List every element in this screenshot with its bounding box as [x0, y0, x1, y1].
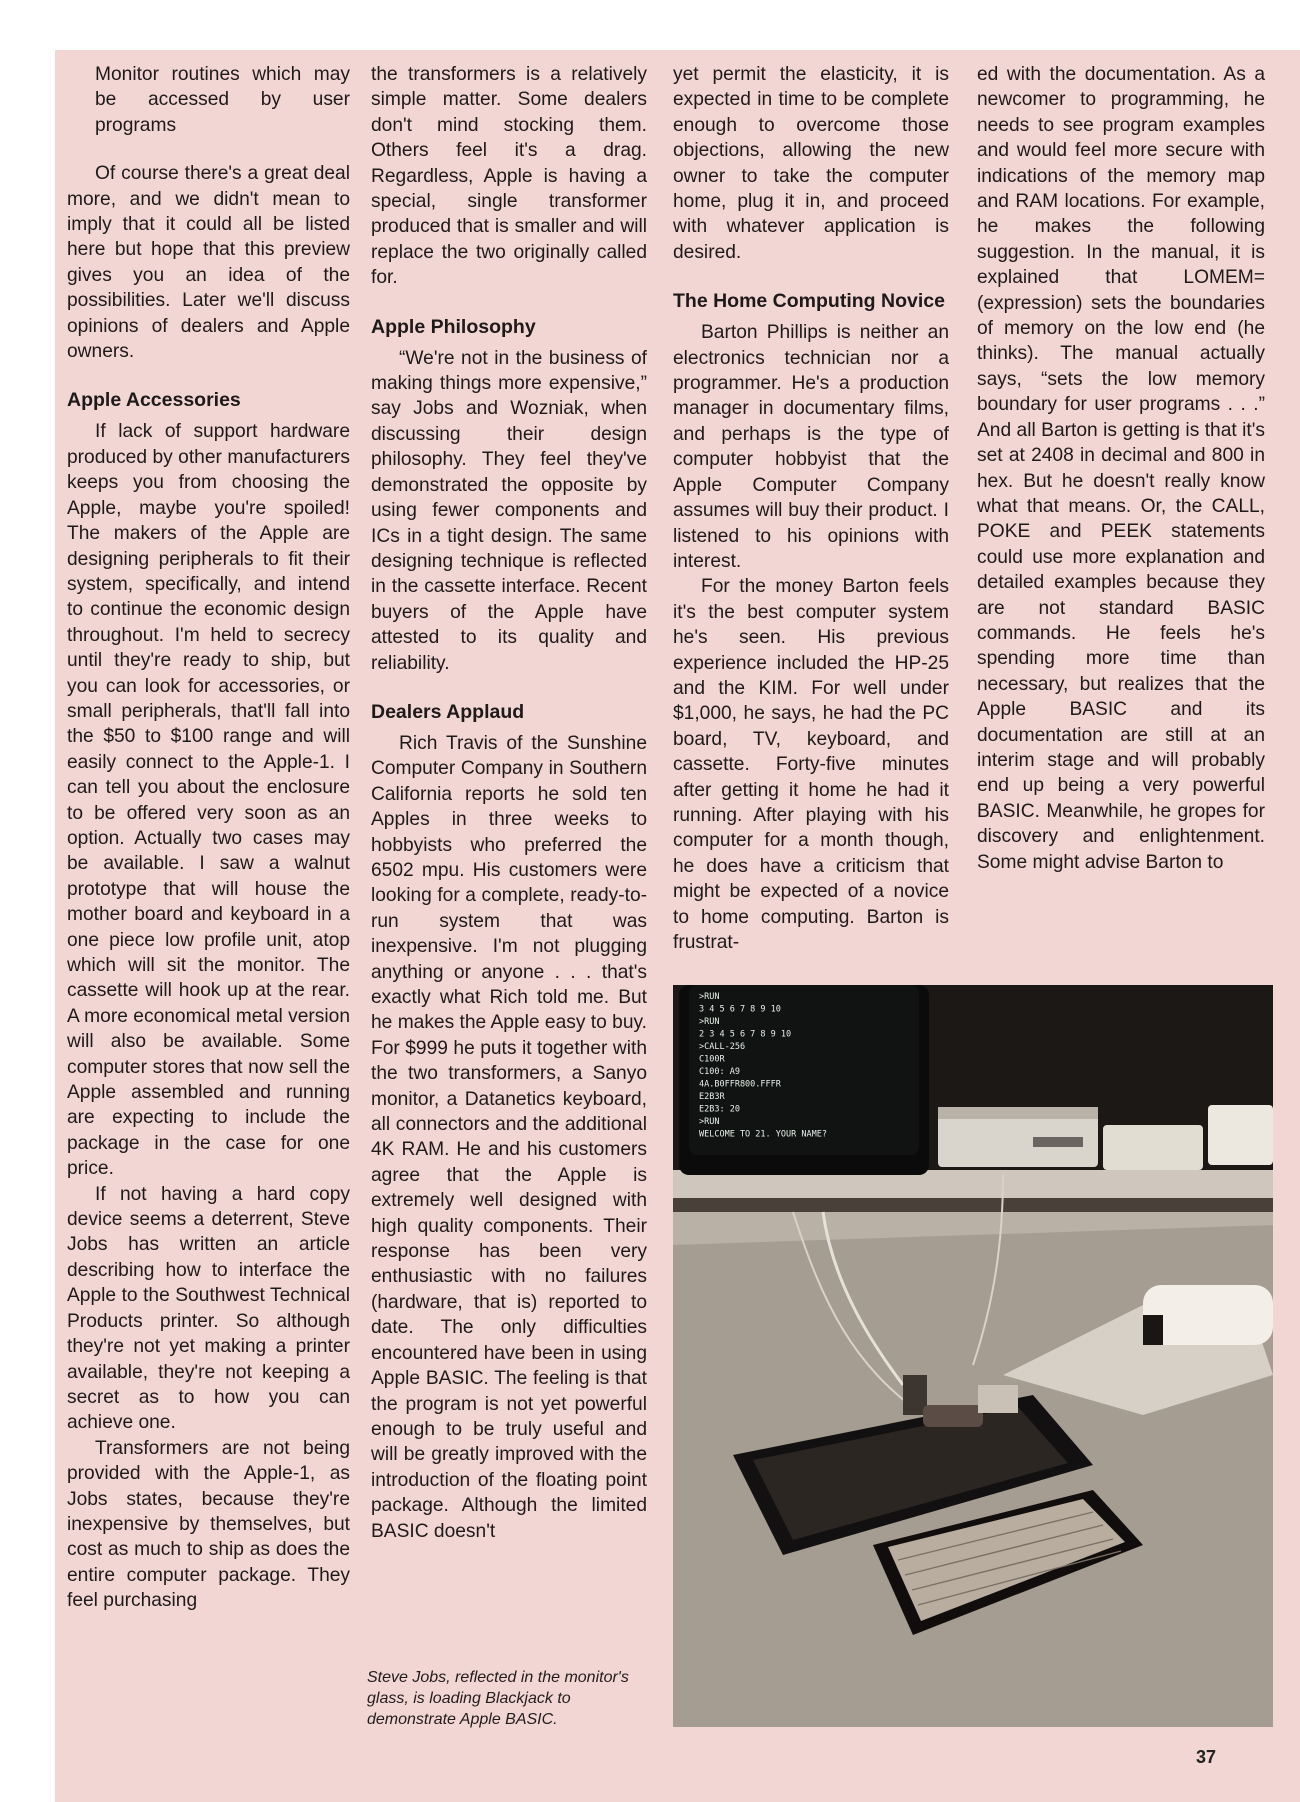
paragraph: Barton Phillips is neither an electronics technician nor a programmer. He's a production manager in documentary films, and perhaps is the type of computer hobbyist that the Apple Computer Company assumes will buy their product. I listened to his opinions with interest.	[673, 322, 949, 572]
page-number: 37	[1196, 1747, 1217, 1767]
paragraph: If not having a hard copy device seems a deterrent, Steve Jobs has written an article describing how to interface the Apple to the Southwest Technical Products printer. So although they're not yet making a printer available, they're not keeping a secret as to how you can achieve one.	[67, 1183, 350, 1434]
photo-caption: Steve Jobs, reflected in the monitor's glass, is loading Blackjack to demonstrate Apple BASIC.	[367, 1669, 629, 1728]
screen-line: E2B3R	[699, 1092, 725, 1102]
magazine-page	[55, 50, 1300, 1802]
article-column-3	[673, 62, 949, 955]
apple-1-photo-illustration	[673, 985, 1273, 1727]
paragraph: Monitor routines which may be accessed by user programs	[95, 64, 350, 136]
screen-line: >RUN	[699, 1017, 720, 1027]
paragraph: If lack of support hardware produced by other manufacturers keeps you from choosing the Apple, maybe you're spoiled! The makers of the Apple are designing peripherals to fit their system, specifically, and intend to continue the economic design throughout. I'm held to secrecy until they're ready to ship, but you can look for accessories, or small peripherals, that'll fall into the $50 to $100 range and will easily connect to the Apple-1. I can tell you about the enclosure to be offered very soon as an option. Actually two cases may be available. I saw a walnut prototype that will house the mother board and keyboard in a one piece low profile unit, atop which will sit the monitor. The cassette will hook up at the rear. A more economical metal version will also be available. Some computer stores that now sell the Apple assembled and running are expecting to include the package in the case for one price.	[67, 421, 350, 1180]
screen-line: C100R	[699, 1054, 725, 1065]
paragraph: “We're not in the business of making things more expensive,” say Jobs and Wozniak, when discussing their design philosophy. They feel they've demonstrated the opposite by using fewer components and ICs in a tight design. The same designing technique is reflected in the cassette interface. Recent buyers of the Apple have attested to its quality and reliability.	[371, 347, 647, 674]
screen-line: >RUN	[699, 1117, 720, 1127]
section-heading: Apple Accessories	[67, 389, 241, 412]
screen-line: 4A.B0FFR800.FFFR	[699, 1079, 781, 1090]
screen-line: WELCOME TO 21. YOUR NAME?	[699, 1129, 827, 1140]
section-heading: Apple Philosophy	[371, 315, 536, 338]
screen-line: 2 3 4 5 6 7 8 9 10	[699, 1029, 792, 1040]
article-column-4	[977, 62, 1265, 875]
screen-line: C100: A9	[699, 1067, 740, 1077]
paragraph: yet permit the elasticity, it is expected in time to be complete enough to overcome those objections, allowing the new owner to take the computer home, plug it in, and proceed with whatever application is desired.	[673, 64, 949, 263]
paragraph: For the money Barton feels it's the best computer system he's seen. His previous experience included the HP-25 and the KIM. For well under $1,000, he says, he had the PC board, TV, keyboard, and cassette. Forty-five minutes after getting it home he had it running. After playing with his computer for a month though, he does have a criticism that might be expected of a novice to home computing. Barton is frustrat-	[673, 576, 949, 953]
screen-line: >RUN	[699, 992, 720, 1002]
screen-line: >CALL-256	[699, 1042, 746, 1052]
apple-1-photo	[673, 985, 1273, 1727]
paragraph: ed with the documentation. As a newcomer to programming, he needs to see program examples and would feel more secure with indications of the memory map and RAM locations. For example, he makes the following suggestion. In the manual, it is explained that LOMEM= (expression) sets the boundaries of memory on the low end (he thinks). The manual actually says, “sets the low memory boundary for user programs . . .” And all Barton is getting is that it's set at 2408 in decimal and 800 in hex. But he doesn't really know what that means. Or, the CALL, POKE and PEEK statements could use more explanation and detailed examples because they are not standard BASIC commands. He feels he's spending more time than necessary, but realizes that the Apple BASIC and its documentation are still at an interim stage and will probably end up being a very powerful BASIC. Meanwhile, he gropes for discovery and enlightenment. Some might advise Barton to	[977, 64, 1265, 873]
screen-line: 3 4 5 6 7 8 9 10	[699, 1004, 781, 1015]
article-column-1	[67, 62, 350, 1614]
section-heading: Dealers Applaud	[371, 700, 525, 723]
paragraph: Rich Travis of the Sunshine Computer Company in Southern California reports he sold ten Apples in three weeks to hobbyists who preferred the 6502 mpu. His customers were looking for a complete, ready-to-run system that was inexpensive. I'm not plugging anything or anyone . . . that's exactly what Rich told me. But he makes the Apple easy to buy. For $999 he puts it together with the two transformers, a Sanyo monitor, a Datanetics keyboard, all connectors and the additional 4K RAM. He and his customers agree that the Apple is extremely well designed with high quality components. Their response has been very enthusiastic with no failures (hardware, that is) reported to date. The only difficulties encountered have been in using Apple BASIC. The feeling is that the program is not yet powerful enough to be truly useful and will be greatly improved with the introduction of the floating point package. Although the limited BASIC doesn't	[371, 732, 647, 1542]
screen-line: E2B3: 20	[699, 1104, 740, 1115]
paragraph: Transformers are not being provided with the Apple-1, as Jobs states, because they're inexpensive by themselves, but cost as much to ship as does the entire computer package. They feel purchasing	[67, 1437, 350, 1612]
paragraph: the transformers is a relatively simple matter. Some dealers don't mind stocking them. Others feel it's a drag. Regardless, Apple is having a special, single transformer produced that is smaller and will replace the two originally called for.	[371, 64, 647, 289]
paragraph: Of course there's a great deal more, and we didn't mean to imply that it could all be listed here but hope that this preview gives you an idea of the possibilities. Later we'll discuss opinions of dealers and Apple owners.	[67, 163, 350, 363]
article-column-2	[371, 62, 647, 1544]
section-heading: The Home Computing Novice	[673, 290, 945, 313]
